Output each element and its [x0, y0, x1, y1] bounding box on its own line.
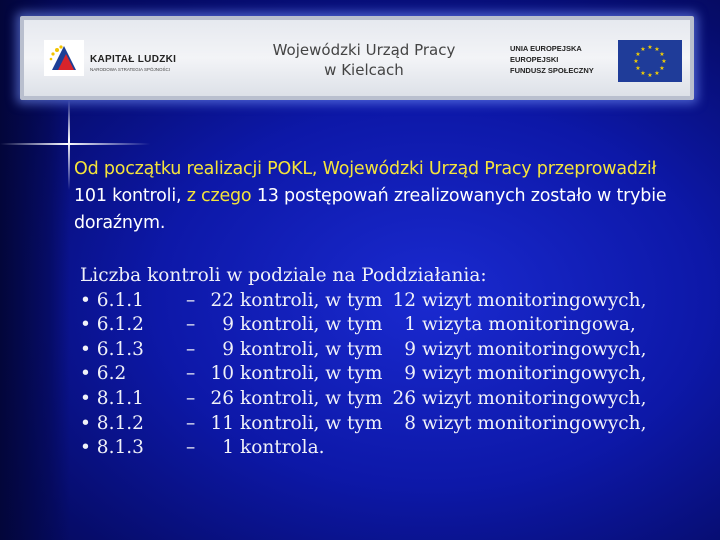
list-item-count: 9 [222, 314, 234, 336]
banner-title-line2: w Kielcach [324, 61, 404, 79]
list-item-visits-desc: wizyt monitoringowych, [422, 289, 647, 311]
svg-text:★: ★ [647, 72, 653, 79]
intro-part1: Od początku realizacji POKL, Wojewódzki Urząd Pracy przeprowadził [74, 159, 657, 179]
svg-text:★: ★ [659, 51, 665, 58]
list-item-dash: – [186, 289, 196, 311]
list-item-count: 1 [222, 437, 234, 459]
svg-text:★: ★ [635, 51, 641, 58]
list-item-count: 9 [222, 338, 234, 360]
list-item-visits: 8 [404, 412, 416, 434]
list-item-unit: kontrola. [240, 437, 325, 459]
eu-logo-line1: UNIA EUROPEJSKA [510, 44, 582, 53]
list-item-dash: – [186, 437, 196, 459]
list-item [80, 362, 700, 387]
list-item-dash: – [186, 363, 196, 385]
list-item-unit: kontroli, w tym [240, 412, 383, 434]
list-item-unit: kontroli, w tym [240, 363, 383, 385]
svg-text:★: ★ [654, 70, 660, 77]
list-rows [80, 289, 700, 461]
list-item-count: 11 [210, 412, 234, 434]
header-banner [20, 16, 694, 100]
list-item-count: 26 [210, 387, 234, 409]
kapital-ludzki-emblem-icon [44, 40, 84, 76]
eu-logo-line2: EUROPEJSKI [510, 55, 559, 64]
list-item-code: • 8.1.1 [80, 387, 144, 409]
list-item-unit: kontroli, w tym [240, 338, 383, 360]
svg-text:★: ★ [659, 65, 665, 72]
list-item [80, 412, 700, 437]
list-item-visits: 26 [392, 387, 416, 409]
svg-text:★: ★ [633, 58, 639, 65]
list-item-code: • 6.1.3 [80, 338, 144, 360]
list-item-visits-desc: wizyt monitoringowych, [422, 412, 647, 434]
list-item-unit: kontroli, w tym [240, 387, 383, 409]
svg-text:★: ★ [654, 46, 660, 53]
kapital-ludzki-logo [44, 40, 194, 80]
intro-part4: 13 postępowań zrealizowanych zostało w trybie doraźnym. [74, 186, 667, 233]
list-item-dash: – [186, 412, 196, 434]
list-item-visits [390, 436, 416, 461]
eu-logo [510, 40, 680, 84]
list-item [80, 289, 700, 314]
svg-text:★: ★ [661, 58, 667, 65]
list-item [80, 436, 700, 461]
list-item-visits: 9 [404, 338, 416, 360]
list-item-code: • 8.1.3 [80, 437, 144, 459]
svg-text:★: ★ [640, 46, 646, 53]
kapital-ludzki-subtitle: NARODOWA STRATEGIA SPÓJNOŚCI [90, 67, 171, 72]
kapital-ludzki-title: KAPITAŁ LUDZKI [90, 54, 177, 65]
list-item-count: 22 [210, 289, 234, 311]
list-item [80, 338, 700, 363]
list-item-visits-desc: wizyta monitoringowa, [422, 314, 636, 336]
list-item [80, 313, 700, 338]
list-item-code: • 6.1.1 [80, 289, 144, 311]
list-item-visits-desc: wizyt monitoringowych, [422, 338, 647, 360]
list-item-visits-desc: wizyt monitoringowych, [422, 387, 647, 409]
list-item-unit: kontroli, w tym [240, 314, 383, 336]
svg-text:★: ★ [640, 70, 646, 77]
list-item-dash: – [186, 338, 196, 360]
list-item-count: 10 [210, 363, 234, 385]
intro-paragraph [74, 156, 694, 237]
svg-text:★: ★ [635, 65, 641, 72]
list-heading: Liczba kontroli w podziale na Poddziałania: [80, 265, 487, 286]
eu-flag-icon [618, 40, 682, 82]
list-item-visits: 12 [392, 289, 416, 311]
eu-logo-line3: FUNDUSZ SPOŁECZNY [510, 66, 594, 75]
list-item-code: • 6.1.2 [80, 314, 144, 336]
svg-text:★: ★ [647, 44, 653, 51]
list-item-visits: 9 [404, 363, 416, 385]
list-item-dash: – [186, 314, 196, 336]
list-item-dash: – [186, 387, 196, 409]
list-item-unit: kontroli, w tym [240, 289, 383, 311]
list-item [80, 387, 700, 412]
intro-part3: z czego [186, 186, 252, 206]
list-item-visits-desc [416, 436, 422, 461]
list-item-code: • 6.2 [80, 363, 127, 385]
list-item-visits: 1 [404, 314, 416, 336]
eu-logo-text [510, 43, 594, 76]
intro-part2: 101 kontroli, [74, 186, 187, 206]
list-item-code: • 8.1.2 [80, 412, 144, 434]
list-item-visits-desc: wizyt monitoringowych, [422, 363, 647, 385]
sparkle-vertical [68, 100, 70, 190]
subaction-list [80, 264, 700, 461]
banner-title [229, 40, 499, 80]
sparkle-horizontal [0, 143, 150, 145]
banner-title-line1: Wojewódzki Urząd Pracy [272, 41, 456, 59]
